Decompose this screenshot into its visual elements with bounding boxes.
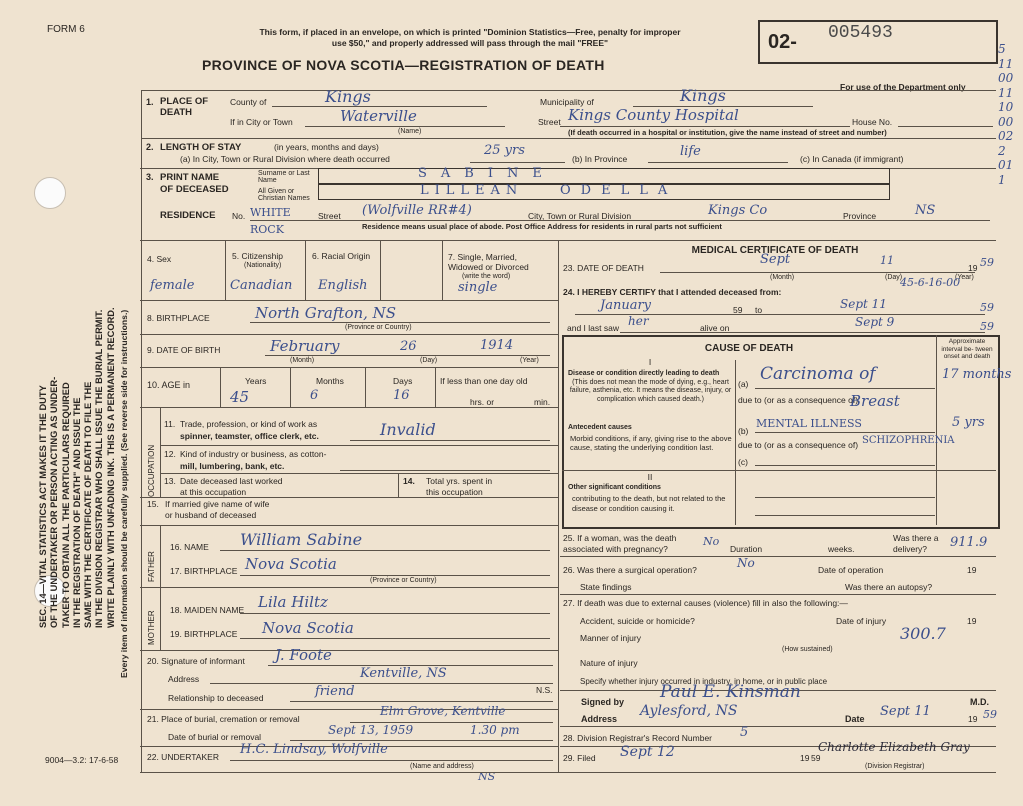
divider-11 [140,650,558,651]
q22-caption: (Name and address) [410,763,474,770]
signer-address: Aylesford, NS [640,703,738,719]
q27-specify: Specify whether injury occurred in industry, in home, or in public place [580,677,828,686]
q24-to-year: 59 [980,301,994,314]
cause-a-interval: 17 months [942,367,1012,382]
divider-4 [140,300,558,301]
q26-value: No [737,556,755,570]
q20-address-value: Kentville, NS [360,666,447,681]
q29-year: 59 [811,753,821,763]
reg-prefix: 02- [768,31,797,53]
stay-c-label: (c) In Canada (if immigrant) [800,154,904,164]
q24-from-month: January [600,298,652,313]
name-caption: (Name) [398,128,422,135]
q14-text2: this occupation [426,487,483,497]
other-note: contributing to the death, but not related to the disease or condition causing it. [572,494,726,513]
q16-label: 16. NAME [170,542,209,552]
md-label: M.D. [970,697,989,707]
q17-caption: (Province or Country) [370,577,437,584]
form-number: FORM 6 [47,24,85,35]
q27-19: 19 [967,616,977,626]
birthplace-label: 8. BIRTHPLACE [147,313,210,323]
q12-line [340,470,550,471]
lessday-label: If less than one day old [440,376,528,386]
v-age1 [220,367,221,407]
q23-day: 11 [880,254,894,267]
years-value: 45 [230,388,250,406]
stay-a-label: (a) In City, Town or Rural Division where death occurred [180,154,390,164]
q19-label: 19. BIRTHPLACE [170,629,238,639]
street-value: Kings County Hospital [568,106,739,124]
q28-label: 28. Division Registrar's Record Number [563,733,713,743]
v-4 [225,240,226,300]
q25-weeks: weeks. [828,544,855,554]
q18-line [240,613,550,614]
birthplace-caption: (Province or Country) [345,324,412,331]
cause-b-interval: 5 yrs [952,415,985,430]
q27-manner-value: 300.7 [900,624,946,643]
q23-label: 23. DATE OF DEATH [563,263,644,273]
hrs-label: hrs. or [470,397,495,407]
other-label: Other significant conditions [568,484,661,491]
cause-a-dueto: due to (or as a consequence of) [738,395,859,405]
municipality-label: Municipality of [540,97,594,107]
q27-accident: Accident, suicide or homicide? [580,616,695,626]
sidebar-legal-text: SEC. 14—VITAL STATISTICS ACT MAKES IT THE DUTY OF THE UNDERTAKER OR PERSON ACTING AS UNDER- TAKER TO OBTAIN ALL THE PARTICULARS REQUIRED IN THE REGISTRATION OF DEATH" AND ISSUE THE SAME WITH THE CERTIFICATE OF DEATH TO FILE THE IN THE DIVISION REGISTRAR WHO SHALL ISSUE THE BURIAL PERMIT. WRITE PLAINLY WITH UNFADING INK. THIS IS A PERMANENT RECORD. [38,307,116,628]
residence-label: RESIDENCE [160,210,216,221]
cause-a-line [755,388,935,389]
sign-19: 19 [968,714,978,724]
q22-value: H.C. Lindsay, Wolfville [240,742,388,757]
q24-line2 [620,332,985,333]
q27-manner: Manner of injury [580,633,641,643]
q19-line [240,638,550,639]
marital-value: single [458,280,498,295]
sidebar-note: Every item of information should be carefully supplied. (See reverse side for instructions.) [119,309,129,678]
q11-num: 11. [164,419,176,429]
address-label: Address [581,714,618,724]
q29-19: 19 [800,753,810,763]
municipality-value: Kings [680,86,726,105]
citizenship-sub: (Nationality) [244,262,282,269]
margin-codes: 5 11 00 11 10 00 02 2 01 1 [998,42,1014,187]
q15-text1: If married give name of wife [165,499,270,509]
sign-date: Sept 11 [880,704,931,719]
v-mid [558,240,559,772]
house-line [898,126,993,127]
cause-c-prefix: (c) [738,457,748,467]
antecedent-note: Morbid conditions, if any, giving rise to the above cause, stating the underlying condition last. [570,434,732,452]
q21-time-value: 1.30 pm [470,723,520,737]
q17-line [240,575,550,576]
v-occ [160,407,161,497]
name-label-2: OF DECEASED [160,184,229,195]
street-label: Street [538,117,561,127]
q28-value: 5 [740,725,749,740]
registrar-signature: Charlotte Elizabeth Gray [818,740,970,754]
q25-value: No [703,535,720,548]
q24b-date: Sept 9 [855,315,895,329]
name-number: 3. [146,172,154,182]
q23-day-cap: (Day) [885,274,903,281]
divider-1 [141,138,996,139]
sex-value: female [150,278,195,293]
residence-street-value: (Wolfville RR#4) [362,203,472,218]
section-i: I [648,357,652,367]
surname-value: SABINE [418,166,556,181]
dept-use-label: For use of the Department only [840,82,966,92]
city-label: If in City or Town [230,117,293,127]
q23-month-cap: (Month) [770,274,795,281]
stay-number: 2. [146,142,154,152]
q24-to: to [755,305,763,315]
q11-value: Invalid [380,420,436,439]
q13-text1: Date deceased last worked [180,476,283,486]
q20-address-label: Address [168,674,200,684]
residence-province-label: Province [843,211,877,221]
other-line2 [755,515,935,516]
dob-month-caption: (Month) [290,357,315,364]
q20-rel-value: friend [315,684,355,699]
q24b-year: 59 [980,320,994,333]
age-label: 10. AGE in [147,380,191,390]
q11-line [350,440,550,441]
q29-value: Sept 12 [620,744,675,760]
q20-ns: N.S. [536,685,553,695]
q26-19: 19 [967,565,977,575]
medical-title: MEDICAL CERTIFICATE OF DEATH [691,245,859,256]
top-border [141,90,996,91]
q14-text1: Total yrs. spent in [426,476,493,486]
q24-code: 45-6-16-00 [900,276,961,289]
divider-3 [140,240,996,241]
q17-value: Nova Scotia [245,555,337,573]
q24-from-year: 59 [733,305,743,315]
q18-value: Lila Hiltz [258,593,328,611]
dob-day-caption: (Day) [420,357,438,364]
cause-b-value2: SCHIZOPHRENIA [862,435,955,446]
residence-city-label: City, Town or Rural Division [528,211,632,221]
v-7 [442,240,443,300]
citizenship-value: Canadian [230,278,293,293]
q18-label: 18. MAIDEN NAME [170,605,245,615]
stay-a-value: 25 yrs [484,143,525,158]
place-number: 1. [146,97,154,107]
q29-label: 29. Filed [563,753,596,763]
dob-month-value: February [270,337,340,355]
q13-num: 13. [164,476,176,486]
q21-date-value: Sept 13, 1959 [328,723,414,737]
stay-b-label: (b) In Province [572,154,628,164]
v-age3 [365,367,366,407]
v-age4 [435,367,436,407]
stay-b-line [648,162,788,163]
q20-addr-line [210,683,553,684]
q23-line [660,272,975,273]
disease-note: (This does not mean the mode of dying, e.g., heart failure, asthenia, etc. It means the disease, injury, or complication which caused death.) [569,379,732,403]
q23-year-cap: (Year) [955,274,974,281]
q27-dateinj: Date of injury [836,616,887,626]
q27-howsust: (How sustained) [782,646,833,653]
q25-duration: Duration [730,544,763,554]
surname-label: Surname or Last Name [258,170,310,184]
q22-ns: NS [478,770,496,783]
q24-to-month: Sept 11 [840,297,887,311]
city-line [305,126,505,127]
q12-text1: Kind of industry or business, as cotton- [180,449,327,459]
q15-num: 15. [147,499,159,509]
signer-value: Paul E. Kinsman [660,682,801,702]
cause-a-value: Carcinoma of [760,364,876,384]
dob-line [265,355,550,356]
months-value: 6 [310,388,319,403]
q25-delivery: Was there a delivery? [893,533,939,554]
q24b-who: her [628,314,649,328]
q21-value: Elm Grove, Kentville [380,704,506,718]
days-label: Days [393,376,413,386]
q17-label: 17. BIRTHPLACE [170,566,238,576]
cause-c-line [755,465,935,466]
residence-street-label: Street [318,211,341,221]
q24b-label: and I last saw [567,323,619,333]
antecedent-label: Antecedent causes [568,424,632,431]
q12-text2: mill, lumbering, bank, etc. [180,461,285,471]
mother-side: MOTHER [147,610,156,645]
div-26 [560,594,996,595]
q26-label: 26. Was there a surgical operation? [563,565,697,575]
occupation-side: OCCUPATION [147,444,156,497]
cause-b-dueto: due to (or as a consequence of) [738,440,859,450]
div-q12 [160,473,558,474]
county-label: County of [230,97,267,107]
sign-date-label: Date [845,714,865,724]
other-line1 [755,497,935,498]
citizenship-label: 5. Citizenship [232,251,284,261]
cause-a-prefix: (a) [738,379,749,389]
q25-label: 25. If a woman, was the death associated with pregnancy? [563,533,677,554]
bottom-border [140,772,996,773]
sex-label: 4. Sex [147,254,172,264]
q22-line [230,760,553,761]
v-5 [305,240,306,300]
residence-no-value: WHITE ROCK [250,206,291,236]
q11-text1: Trade, profession, or kind of work as [180,419,318,429]
reg-number: 005493 [828,23,893,43]
q23-month: Sept [760,252,791,267]
place-label: PLACE OF DEATH [160,96,209,118]
q20-rel-line [290,701,553,702]
q16-line [220,550,550,551]
house-label: House No. [852,117,893,127]
disease-label: Disease or condition directly leading to death [568,370,720,377]
birthplace-value: North Grafton, NS [255,304,397,322]
q26-autopsy: Was there an autopsy? [845,582,933,592]
v-age2 [290,367,291,407]
race-value: English [318,278,368,293]
cause-b-line [755,432,935,433]
divider-7 [140,407,558,408]
stay-sub: (in years, months and days) [274,142,379,152]
days-value: 16 [393,388,410,403]
q16-value: William Sabine [240,530,363,549]
section-ii: II [647,472,653,482]
divider-5 [140,334,558,335]
given-label: All Given or Christian Names [258,188,310,202]
hospital-note: (If death occurred in a hospital or institution, give the name instead of street and number) [568,128,887,137]
cause-a-value2: Breast [850,392,900,410]
q27-label: 27. If death was due to external causes (violence) fill in also the following:— [563,598,848,608]
footer-code: 9004—3.2: 17-6-58 [45,755,119,765]
div-q11 [160,445,558,446]
months-label: Months [316,376,344,386]
div-25 [560,556,996,557]
q20-label: 20. Signature of informant [147,656,245,666]
q15-text2: or husband of deceased [165,510,257,520]
punch-hole-top [34,177,66,209]
cause-title: CAUSE OF DEATH [704,343,794,354]
divider-6 [140,367,558,368]
county-value: Kings [325,87,371,106]
min-label: min. [534,397,551,407]
q24-label: 24. I HEREBY CERTIFY that I attended deceased from: [563,287,782,297]
father-side: FATHER [147,551,156,582]
marital-sub: (write the word) [462,273,511,280]
v-interval [936,335,937,525]
v-q13 [398,473,399,497]
surname-boxes [318,168,890,184]
q21-date-line [290,740,553,741]
divider-9 [140,525,558,526]
q24b-alive: alive on [700,323,730,333]
street-line [560,126,850,127]
q23-year: 59 [980,256,994,269]
cause-divider [562,470,996,471]
given-value-1: LILLEAN [420,183,524,198]
q25-code: 911.9 [950,535,988,550]
q22-label: 22. UNDERTAKER [147,752,219,762]
cause-b-value: MENTAL ILLNESS [756,417,862,430]
residence-city-value: Kings Co [708,203,768,218]
residence-line [250,220,990,221]
sign-year: 59 [983,708,997,721]
signed-label: Signed by [581,697,625,707]
q26-findings: State findings [580,582,632,592]
residence-note: Residence means usual place of abode. Post Office Address for residents in rural parts not sufficient [362,222,722,231]
q21-date-label: Date of burial or removal [168,732,262,742]
dob-day-value: 26 [400,339,417,354]
residence-no-label: No. [232,211,246,221]
q23-year-pre: 19 [968,263,978,273]
q19-value: Nova Scotia [262,619,354,637]
form-title: PROVINCE OF NOVA SCOTIA—REGISTRATION OF DEATH [202,57,605,73]
dob-year-caption: (Year) [520,357,539,364]
div-sign [560,726,996,727]
interval-label: Approximate interval be- tween onset and death [941,338,993,360]
q20-rel-label: Relationship to deceased [168,693,264,703]
divider-8 [140,497,558,498]
marital-label: 7. Single, Married, Widowed or Divorced [448,252,529,272]
q26-dateop: Date of operation [818,565,884,575]
given-value-2: ODELLA [560,183,678,198]
q21-label: 21. Place of burial, cremation or removal [147,714,300,724]
q14-num: 14. [403,476,415,486]
q12-num: 12. [164,449,176,459]
stay-label: LENGTH OF STAY [160,142,242,153]
divider-10 [140,587,558,588]
registrar-caption: (Division Registrar) [865,763,925,770]
residence-province-value: NS [915,203,936,218]
dob-label: 9. DATE OF BIRTH [147,345,221,355]
dob-year-value: 1914 [480,338,514,353]
q11-text2: spinner, teamster, office clerk, etc. [180,431,319,441]
cause-b-prefix: (b) [738,426,749,436]
years-label: Years [245,376,267,386]
name-label-1: PRINT NAME [160,172,220,183]
q27-nature: Nature of injury [580,658,638,668]
stay-b-value: life [680,144,701,159]
mail-notice: This form, if placed in an envelope, on which is printed "Dominion Statistics—Free, penalty for improper use $50," and properly addressed will pass through the mail "FREE" [259,27,681,48]
left-border [141,90,142,772]
v-6 [380,240,381,300]
race-label: 6. Racial Origin [312,251,371,261]
q13-text2: at this occupation [180,487,247,497]
city-value: Waterville [340,107,417,125]
birthplace-line [250,322,550,323]
stay-a-line [470,162,565,163]
q20-signature: J. Foote [275,646,332,664]
